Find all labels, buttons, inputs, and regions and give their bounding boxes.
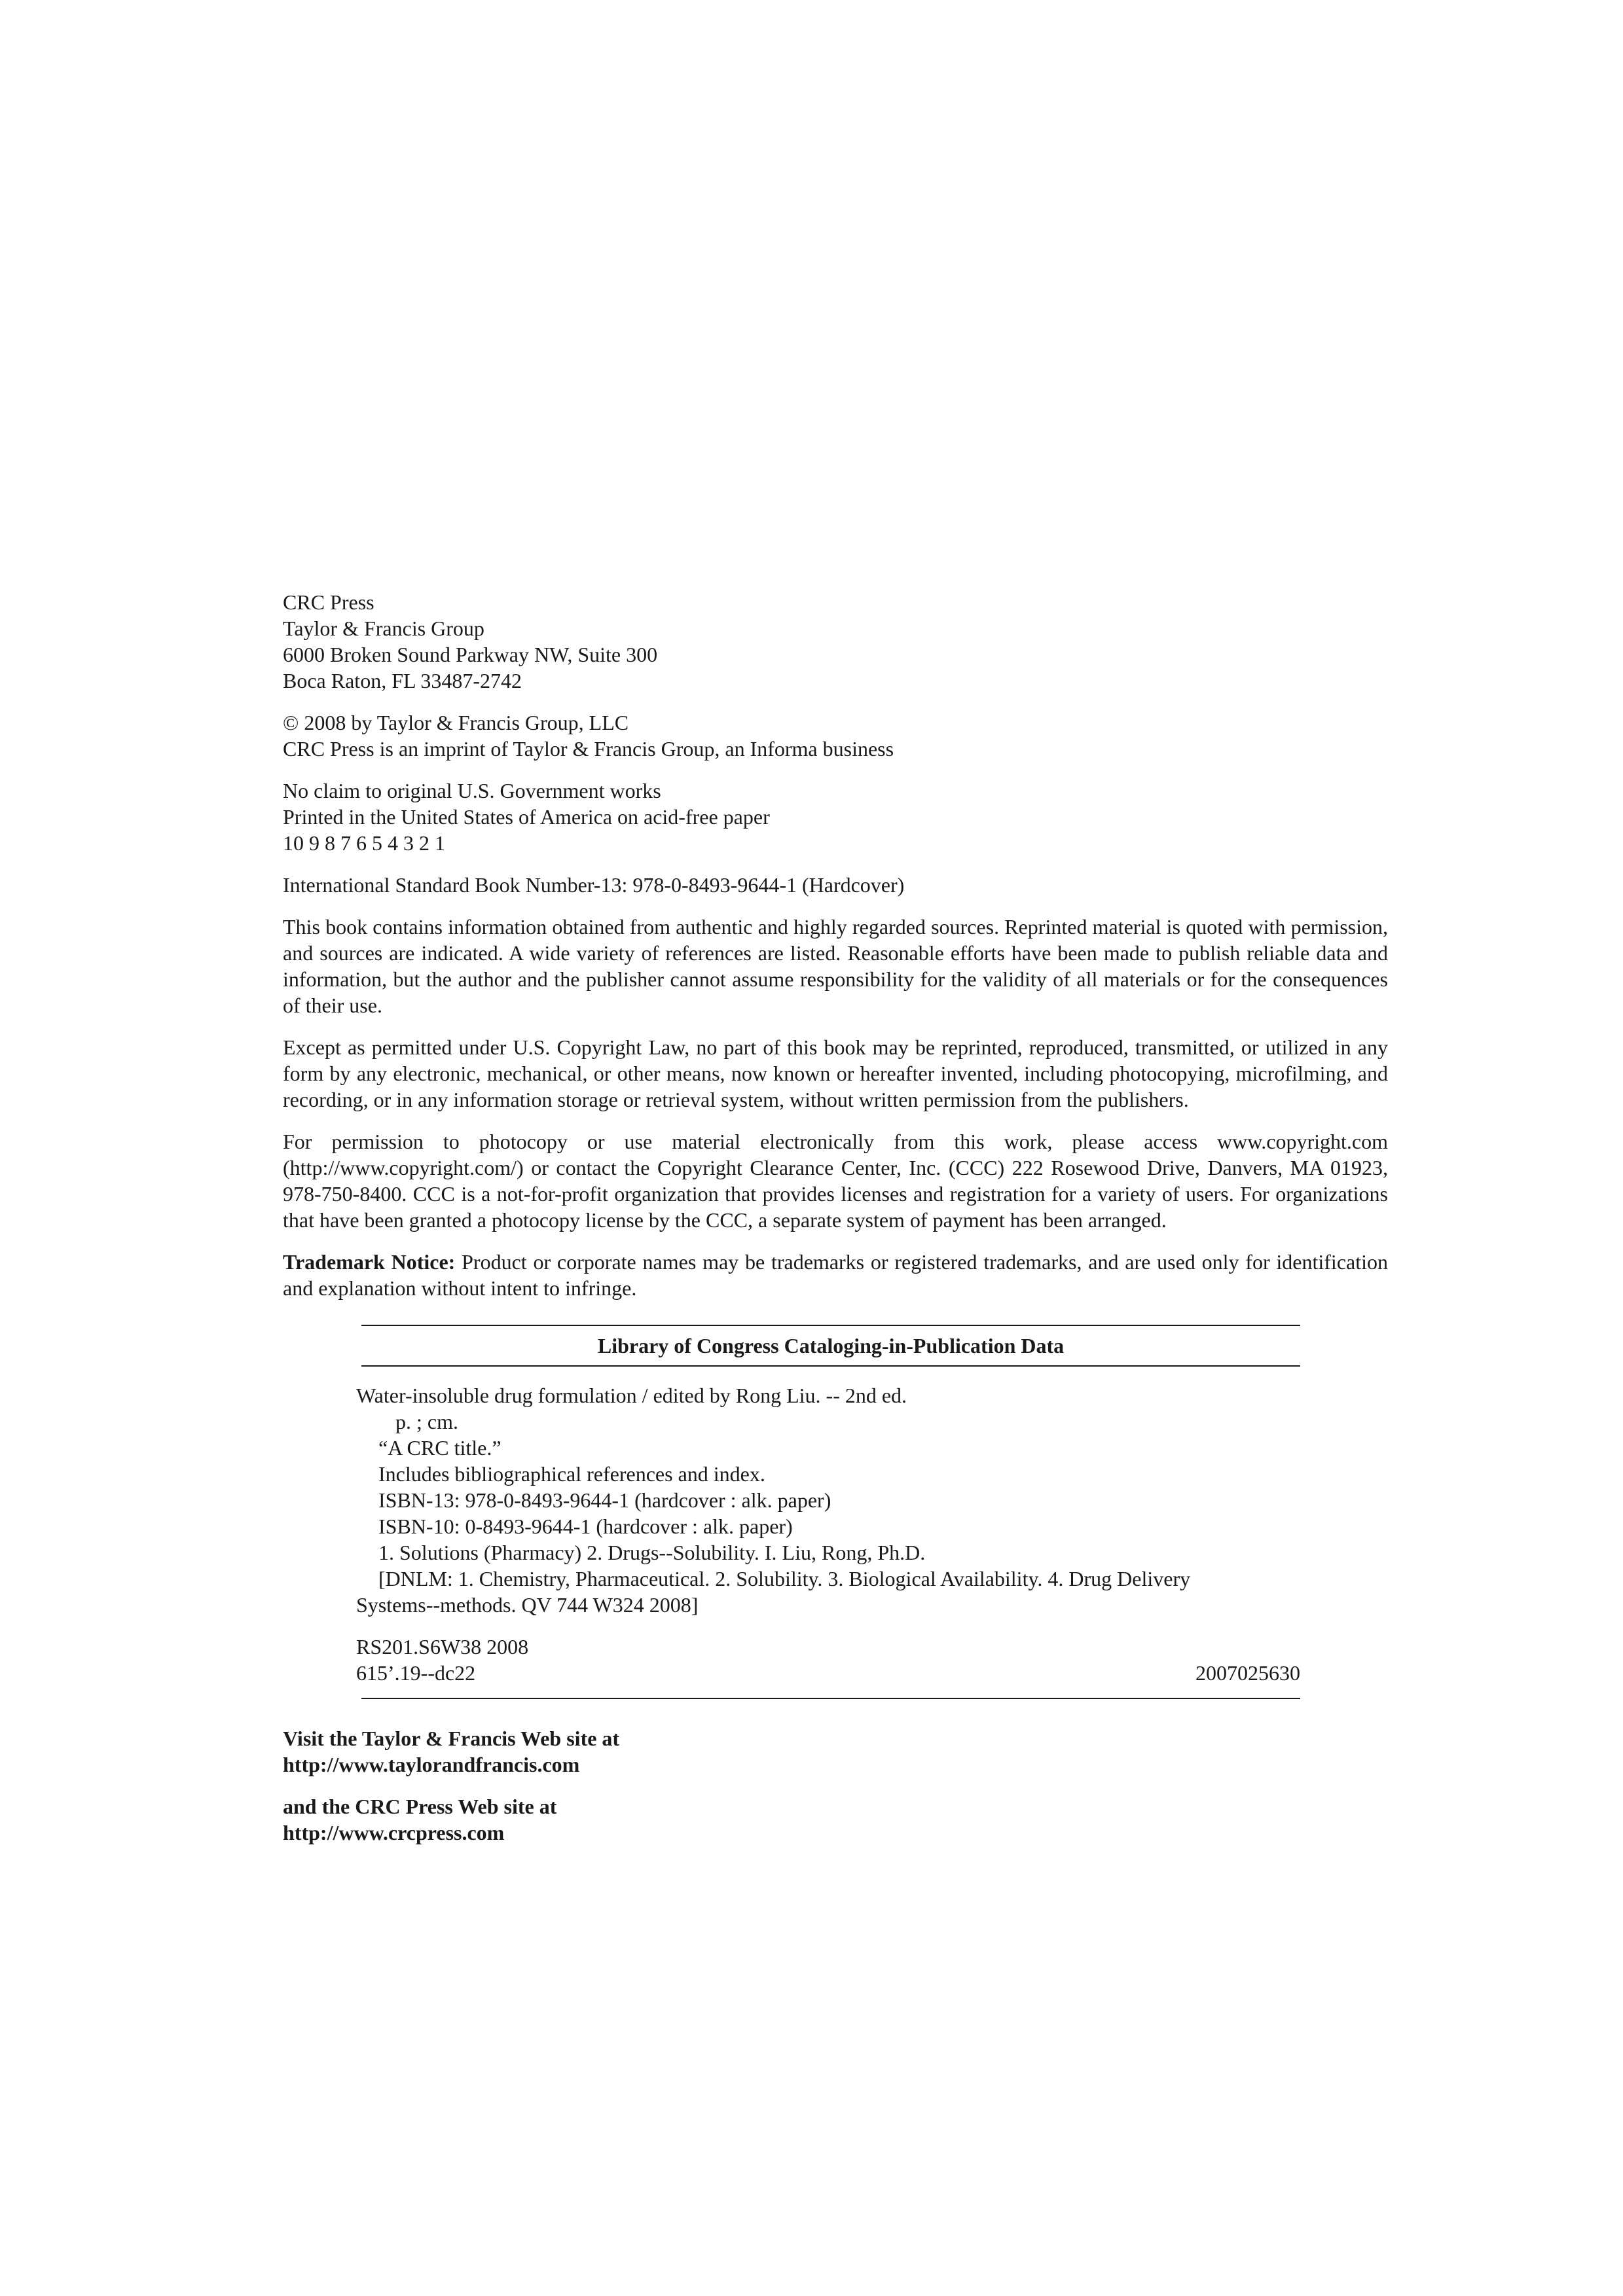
crc-website: [283, 1793, 1388, 1846]
cip-title: Library of Congress Cataloging-in-Publication Data: [597, 1334, 1065, 1357]
cip-lccn: 2007025630: [1195, 1661, 1300, 1685]
isbn-statement: [283, 872, 1388, 898]
sources-paragraph: This book contains information obtained from authentic and highly regarded sources. Reprinted material is quoted with permission, and sources are indicated. A wide variety of references are listed. Reasonable efforts have been made to publish reliable data and information, but the author and the publisher cannot assume responsibility for the validity of all materials or for the consequences of their use.: [283, 915, 1388, 1017]
crc-website-url[interactable]: http://www.crcpress.com: [283, 1821, 505, 1844]
cip-classification: [356, 1634, 1300, 1686]
cip-record: [356, 1382, 1300, 1618]
cip-isbn10: ISBN-10: 0-8493-9644-1 (hardcover : alk. paper): [378, 1515, 793, 1538]
cip-physical: p. ; cm.: [395, 1410, 458, 1433]
cip-dewey: 615’.19--dc22: [356, 1661, 476, 1685]
publisher-street: 6000 Broken Sound Parkway NW, Suite 300: [283, 643, 658, 666]
government-works-line: No claim to original U.S. Government works: [283, 779, 661, 802]
trademark-label: Trademark Notice:: [283, 1250, 456, 1274]
trademark-paragraph: [283, 1249, 1388, 1301]
tf-website: [283, 1725, 1388, 1778]
copyright-page: [283, 589, 1388, 1861]
trademark-text: Product or corporate names may be trademarks or registered trademarks, and are used only for identification and explanation without intent to infringe.: [283, 1250, 1389, 1300]
copyright-line: © 2008 by Taylor & Francis Group, LLC: [283, 711, 629, 734]
crc-website-label: and the CRC Press Web site at: [283, 1795, 557, 1818]
cip-series: “A CRC title.”: [378, 1436, 501, 1460]
publisher-city: Boca Raton, FL 33487-2742: [283, 669, 522, 692]
copyright-law-paragraph: Except as permitted under U.S. Copyright Law, no part of this book may be reprinted, reproduced, transmitted, or utilized in any form by any electronic, mechanical, or other means, now known or hereafter invented, including photocopying, microfilming, and recording, or in any information storage or retrieval system, without written permission from the publishers.: [283, 1035, 1388, 1111]
web-sites: [283, 1725, 1388, 1846]
cip-data-block: [356, 1325, 1300, 1699]
cip-subjects: 1. Solutions (Pharmacy) 2. Drugs--Solubility. I. Liu, Rong, Ph.D.: [378, 1541, 926, 1564]
cip-title-rule: [361, 1365, 1300, 1367]
publisher-address: [283, 589, 1388, 694]
cip-dnlm-line2: Systems--methods. QV 744 W324 2008]: [356, 1593, 699, 1617]
imprint-line: CRC Press is an imprint of Taylor & Francis Group, an Informa business: [283, 737, 894, 761]
permission-paragraph: For permission to photocopy or use material electronically from this work, please access www.copyright.com (http://www.copyright.com/) or contact the Copyright Clearance Center, Inc. (CCC) 222 Rosewood Drive, Danvers, MA 01923, 978-750-8400. CCC is a not-for-profit organization that provides licenses and registration for a variety of users. For organizations that have been granted a photocopy license by the CCC, a separate system of payment has been arranged.: [283, 1130, 1388, 1232]
tf-website-url[interactable]: http://www.taylorandfrancis.com: [283, 1753, 580, 1776]
cip-main-entry: Water-insoluble drug formulation / edited by Rong Liu. -- 2nd ed.: [356, 1384, 907, 1407]
cip-dewey-row: [356, 1660, 1300, 1686]
print-info: [283, 778, 1388, 856]
tf-website-label: Visit the Taylor & Francis Web site at: [283, 1727, 620, 1750]
isbn-line: International Standard Book Number-13: 978-0-8493-9644-1 (Hardcover): [283, 873, 905, 897]
cip-isbn13: ISBN-13: 978-0-8493-9644-1 (hardcover : alk. paper): [378, 1488, 831, 1512]
publisher-group: Taylor & Francis Group: [283, 617, 484, 640]
copyright-notice: [283, 709, 1388, 762]
cip-bottom-rule: [361, 1698, 1300, 1699]
cip-dnlm-line1: [DNLM: 1. Chemistry, Pharmaceutical. 2. Solubility. 3. Biological Availability. 4. Drug Delivery: [378, 1567, 1191, 1590]
printing-number-line: 10 9 8 7 6 5 4 3 2 1: [283, 831, 445, 855]
cip-lc-class: RS201.S6W38 2008: [356, 1635, 529, 1659]
cip-notes: Includes bibliographical references and index.: [378, 1462, 765, 1486]
printed-in-line: Printed in the United States of America on acid-free paper: [283, 805, 770, 829]
publisher-name: CRC Press: [283, 590, 374, 614]
